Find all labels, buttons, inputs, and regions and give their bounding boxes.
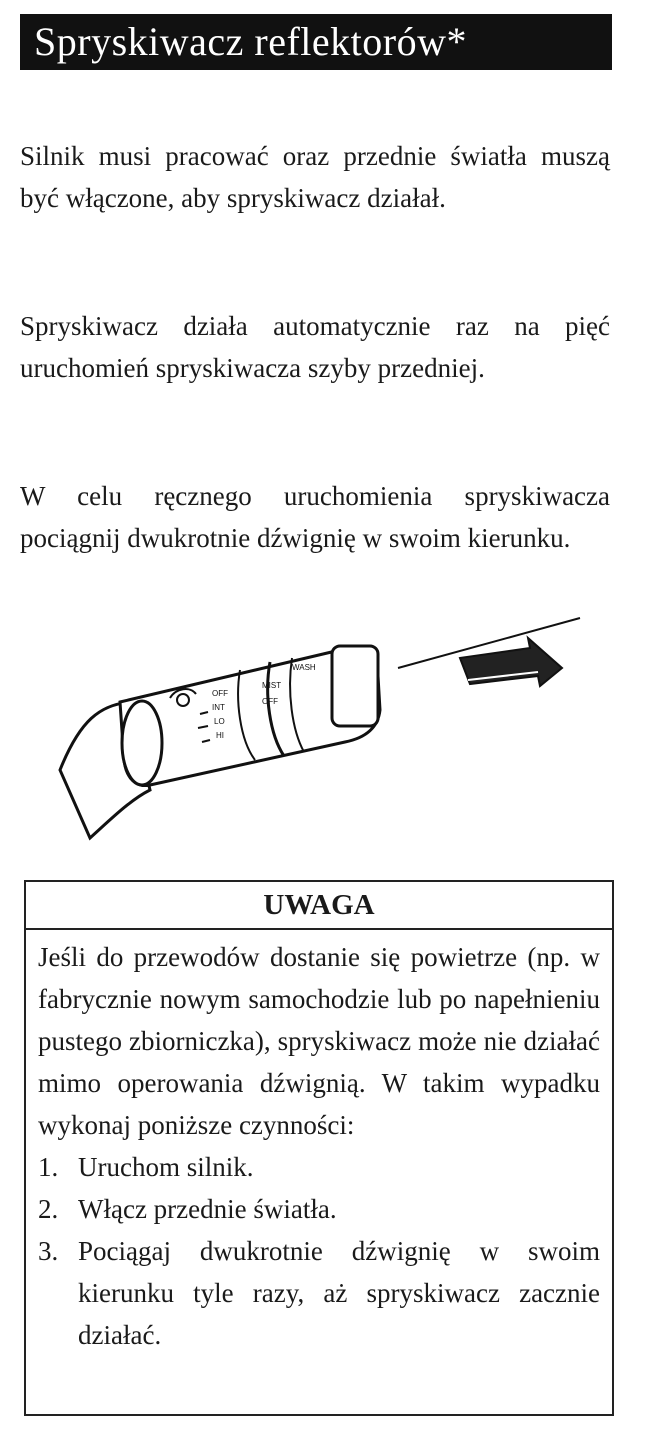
- list-item: [38, 1146, 600, 1188]
- lever-knob: [332, 646, 378, 726]
- lever-label: HI: [216, 731, 224, 740]
- note-text: Jeśli do przewodów dostanie się powietrze (np. w fabrycznie nowym samochodzie lub po napełnieniu pustego zbiorniczka), spryskiwacz może nie działać mimo operowania dźwignią. W takim wypadku wykonaj poniższe czynności:: [38, 942, 600, 1140]
- lever-label: OFF: [212, 689, 228, 698]
- note-body: [26, 930, 612, 1356]
- lever-label: OFF: [262, 697, 278, 706]
- step-text: Uruchom silnik.: [78, 1152, 254, 1182]
- step-number: 1.: [38, 1152, 59, 1182]
- step-text: Włącz przednie światła.: [78, 1194, 337, 1224]
- list-item: [38, 1230, 600, 1356]
- step-number: 2.: [38, 1194, 59, 1224]
- lever-label: WASH: [292, 663, 316, 672]
- lever-label: LO: [214, 717, 225, 726]
- note-heading: UWAGA: [26, 882, 612, 930]
- paragraph-requirements: Silnik musi pracować oraz przednie światła muszą być włączone, aby spryskiwacz działał.: [20, 141, 610, 213]
- paragraph-manual: W celu ręcznego uruchomienia spryskiwacza pociągnij dwukrotnie dźwignię w swoim kierunku.: [20, 481, 610, 553]
- step-text: Pociągaj dwukrotnie dźwignię w swoim kierunku tyle razy, aż spryskiwacz zacznie działać.: [78, 1236, 600, 1350]
- lever-illustration: [40, 610, 600, 850]
- list-item: [38, 1188, 600, 1230]
- lever-label: INT: [212, 703, 225, 712]
- paragraph-automatic: Spryskiwacz działa automatycznie raz na pięć uruchomień spryskiwacza szyby przedniej.: [20, 311, 610, 383]
- lever-label: MIST: [262, 681, 282, 690]
- lever-cap: [122, 701, 162, 785]
- page-title: Spryskiwacz reflektorów*: [20, 14, 612, 70]
- note-box: [24, 880, 614, 1416]
- step-number: 3.: [38, 1236, 59, 1266]
